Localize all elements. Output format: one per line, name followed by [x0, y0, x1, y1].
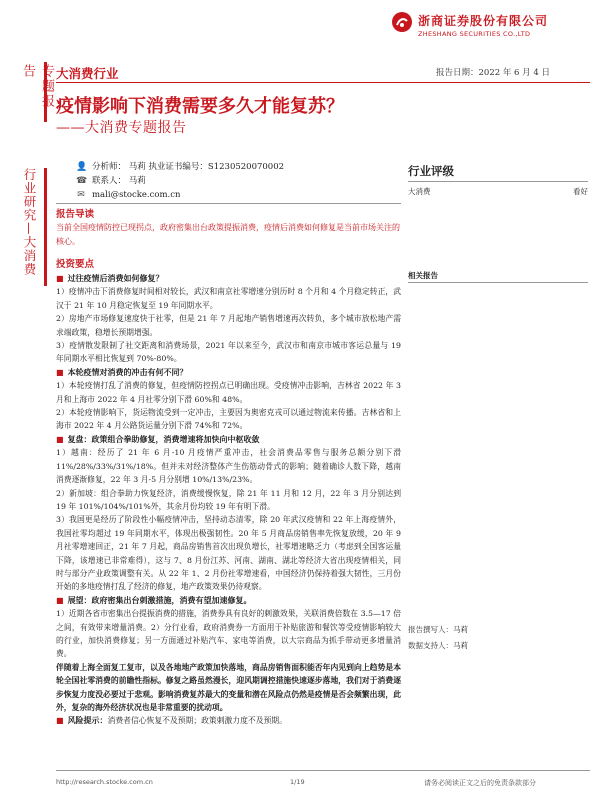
company-name-cn: 浙商证券股份有限公司	[418, 14, 549, 28]
side-label-report-type: 告	[20, 64, 35, 79]
paragraph: 3）我国更是经历了阶段性小幅疫情冲击，坚持动态清零，除 20 年武汉疫情和 22 年上海疫情外，我国社零均超过 19 年同期水平，体现出极强韧性。20 年 5 月商品房销售率先恢复放缓，20 年 9 月社零增速回正，21 年 7 月起，商品房销售首次出现负增长，社零增速略乏力（考虑到全国客运量下降，该增速已非常难得），这与 7、8 月份江苏、河南、湖南、湖北等经济大省出现疫情相关，同时与部分产业政策调整有关。从 22 年 1、2 月份社零增速看，中国经济仍保持着强大韧性，三月份开始的多地疫情打乱了经济的修复，地产政策效果仍待观察。	[56, 515, 401, 592]
person-icon: 👤	[76, 162, 88, 172]
paragraph: 3）疫情散发限制了社交距离和消费场景，2021 年以来至今，武汉市和南京市城市客运总量与 19 年同期水平相比恢复到 70%-80%。	[56, 341, 401, 364]
points-body	[56, 272, 401, 728]
analyst-name: 分析师： 马莉 执业证书编号：S1230520070002	[92, 162, 285, 172]
paragraph: 1）越南：经历了 21 年 6 月-10 月疫情严重冲击，社会消费品零售与服务总额分别下滑 11%/28%/33%/31%/18%。但并未对经济整体产生伤筋动骨式的影响；随着确诊人数下降，越南消费逐渐修复，22 年 3 月-5 月分别增 10%/13%/23%。	[56, 448, 401, 485]
phone-icon: ☎	[76, 176, 88, 186]
guide-heading: 报告导读	[56, 209, 95, 220]
footer-divider	[56, 770, 590, 771]
bullet-icon: ■	[56, 434, 64, 444]
points-heading: 投资要点	[56, 259, 95, 270]
analyst-divider	[56, 203, 401, 204]
analyst-block	[76, 160, 284, 202]
company-logo-icon	[392, 12, 412, 32]
risk-text: 消费者信心恢复不及预期；政策刺激力度不及预期。	[107, 716, 287, 726]
data-support: 数据支持人：马莉	[408, 641, 468, 650]
report-title: 疫情影响下消费需要多久才能复苏？	[56, 96, 344, 117]
paragraph: 2）房地产市场修复速度快于社零，但是 21 年 7 月起地产销售增速再次转负，多个城市放松地产需求端政策，稳增长预期增强。	[56, 314, 401, 337]
header-divider	[56, 82, 590, 83]
email-icon: ✉	[77, 190, 85, 200]
rating-divider	[408, 181, 588, 182]
question-4: ■ 展望：政府密集出台刺激措施，消费有望加速修复。	[56, 595, 252, 605]
company-name-en: ZHESHANG SECURITIES CO.,LTD	[418, 30, 531, 38]
side-label-category: 行业研究—大消费	[22, 168, 37, 276]
bullet-icon: ■	[56, 595, 64, 605]
question-3: ■ 复盘：政策组合拳助修复，消费增速将加快向中枢收敛	[56, 434, 260, 444]
page-number: 1/19	[290, 778, 305, 786]
bullet-icon: ■	[56, 716, 64, 726]
related-divider	[408, 282, 588, 283]
guide-text: 当前全国疫情防控已现拐点，政府密集出台政策提振消费，疫情后消费如何修复是当前市场关注的核心。	[56, 223, 400, 246]
side-red-bar	[44, 62, 47, 122]
rating-row	[408, 186, 588, 197]
industry-label: 大消费行业	[56, 66, 119, 81]
footer-url[interactable]: http://research.stocke.com.cn	[56, 778, 153, 786]
related-reports-title: 相关报告	[408, 271, 438, 280]
rating-value: 看好	[573, 187, 588, 196]
report-subtitle: ——大消费专题报告	[56, 120, 187, 136]
paragraph: 1）疫情冲击下消费修复时间相对较长，武汉和南京社零增速分别历时 8 个月和 4 个月稳定转正，武汉于 21 年 10 月稳定恢复至 19 年同期水平。	[56, 287, 401, 310]
side-red-bar-2	[44, 168, 47, 286]
paragraph: 1）本轮疫情打乱了消费的修复，但疫情防控拐点已明确出现。受疫情冲击影响，吉林省 2022 年 3 月和上海市 2022 年 4 月社零分别下滑 60%和 48%。	[56, 381, 401, 404]
rating-title: 行业评级	[408, 164, 454, 178]
footer-disclaimer: 请务必阅读正文之后的免责条款部分	[424, 779, 536, 787]
side-label-box	[12, 62, 46, 122]
paragraph: 1）近期各省市密集出台提振消费的措施，消费券具有良好的刺激效果，关联消费倍数在 3.5—17 倍之间，有效带来增量消费。2）分行业看，政府消费券一方面用于补贴旅游和餐饮等受疫情影响较大的行业，加快消费修复；另一方面通过补贴汽车、家电等消费，以大宗商品为抓手带动更多增量消费。	[56, 609, 401, 659]
paragraph: 2）本轮疫情影响下，货运物流受到一定冲击，主要因为奥密克戎可以通过物流来传播。吉林省和上海市 2022 年 4 月公路货运量分别下滑 74%和 72%。	[56, 408, 401, 431]
question-1: ■ 过往疫情后消费如何修复？	[56, 274, 164, 283]
rating-sector: 大消费	[408, 187, 431, 196]
risk-line	[56, 714, 401, 727]
risk-label: ■ 风险提示：	[56, 716, 108, 726]
report-author: 报告撰写人：马莉	[408, 625, 468, 634]
contact-name: 联系人： 马莉	[92, 176, 146, 186]
analyst-email[interactable]: mali@stocke.com.cn	[92, 190, 181, 200]
paragraph: 2）新加坡：组合拳助力恢复经济，消费缓慢恢复，除 21 年 11 月和 12 月，22 年 3 月分别达到 19 年 101%/104%/101%外，其余月份均较 19 年有明下滑。	[56, 488, 401, 511]
report-date: 报告日期：2022 年 6 月 4 日	[436, 68, 550, 78]
question-2: ■ 本轮疫情对消费的冲击有何不同？	[56, 367, 188, 377]
paragraph-bold: 伴随着上海全面复工复市，以及各地地产政策加快落地，商品房销售面积能否年内见到向上趋势是本轮全国社零消费的前瞻性指标。修复之路虽然漫长，迎风期调控措施快速逐步落地，我们对于消费逐步恢复力度没必要过于悲观。影响消费复苏最大的变量和潜在风险点仍然是疫情是否会频繁出现，此外，复杂的海外经济状况也是非常重要的扰动项。	[56, 662, 401, 712]
bullet-icon: ■	[56, 274, 64, 283]
bullet-icon: ■	[56, 367, 64, 377]
